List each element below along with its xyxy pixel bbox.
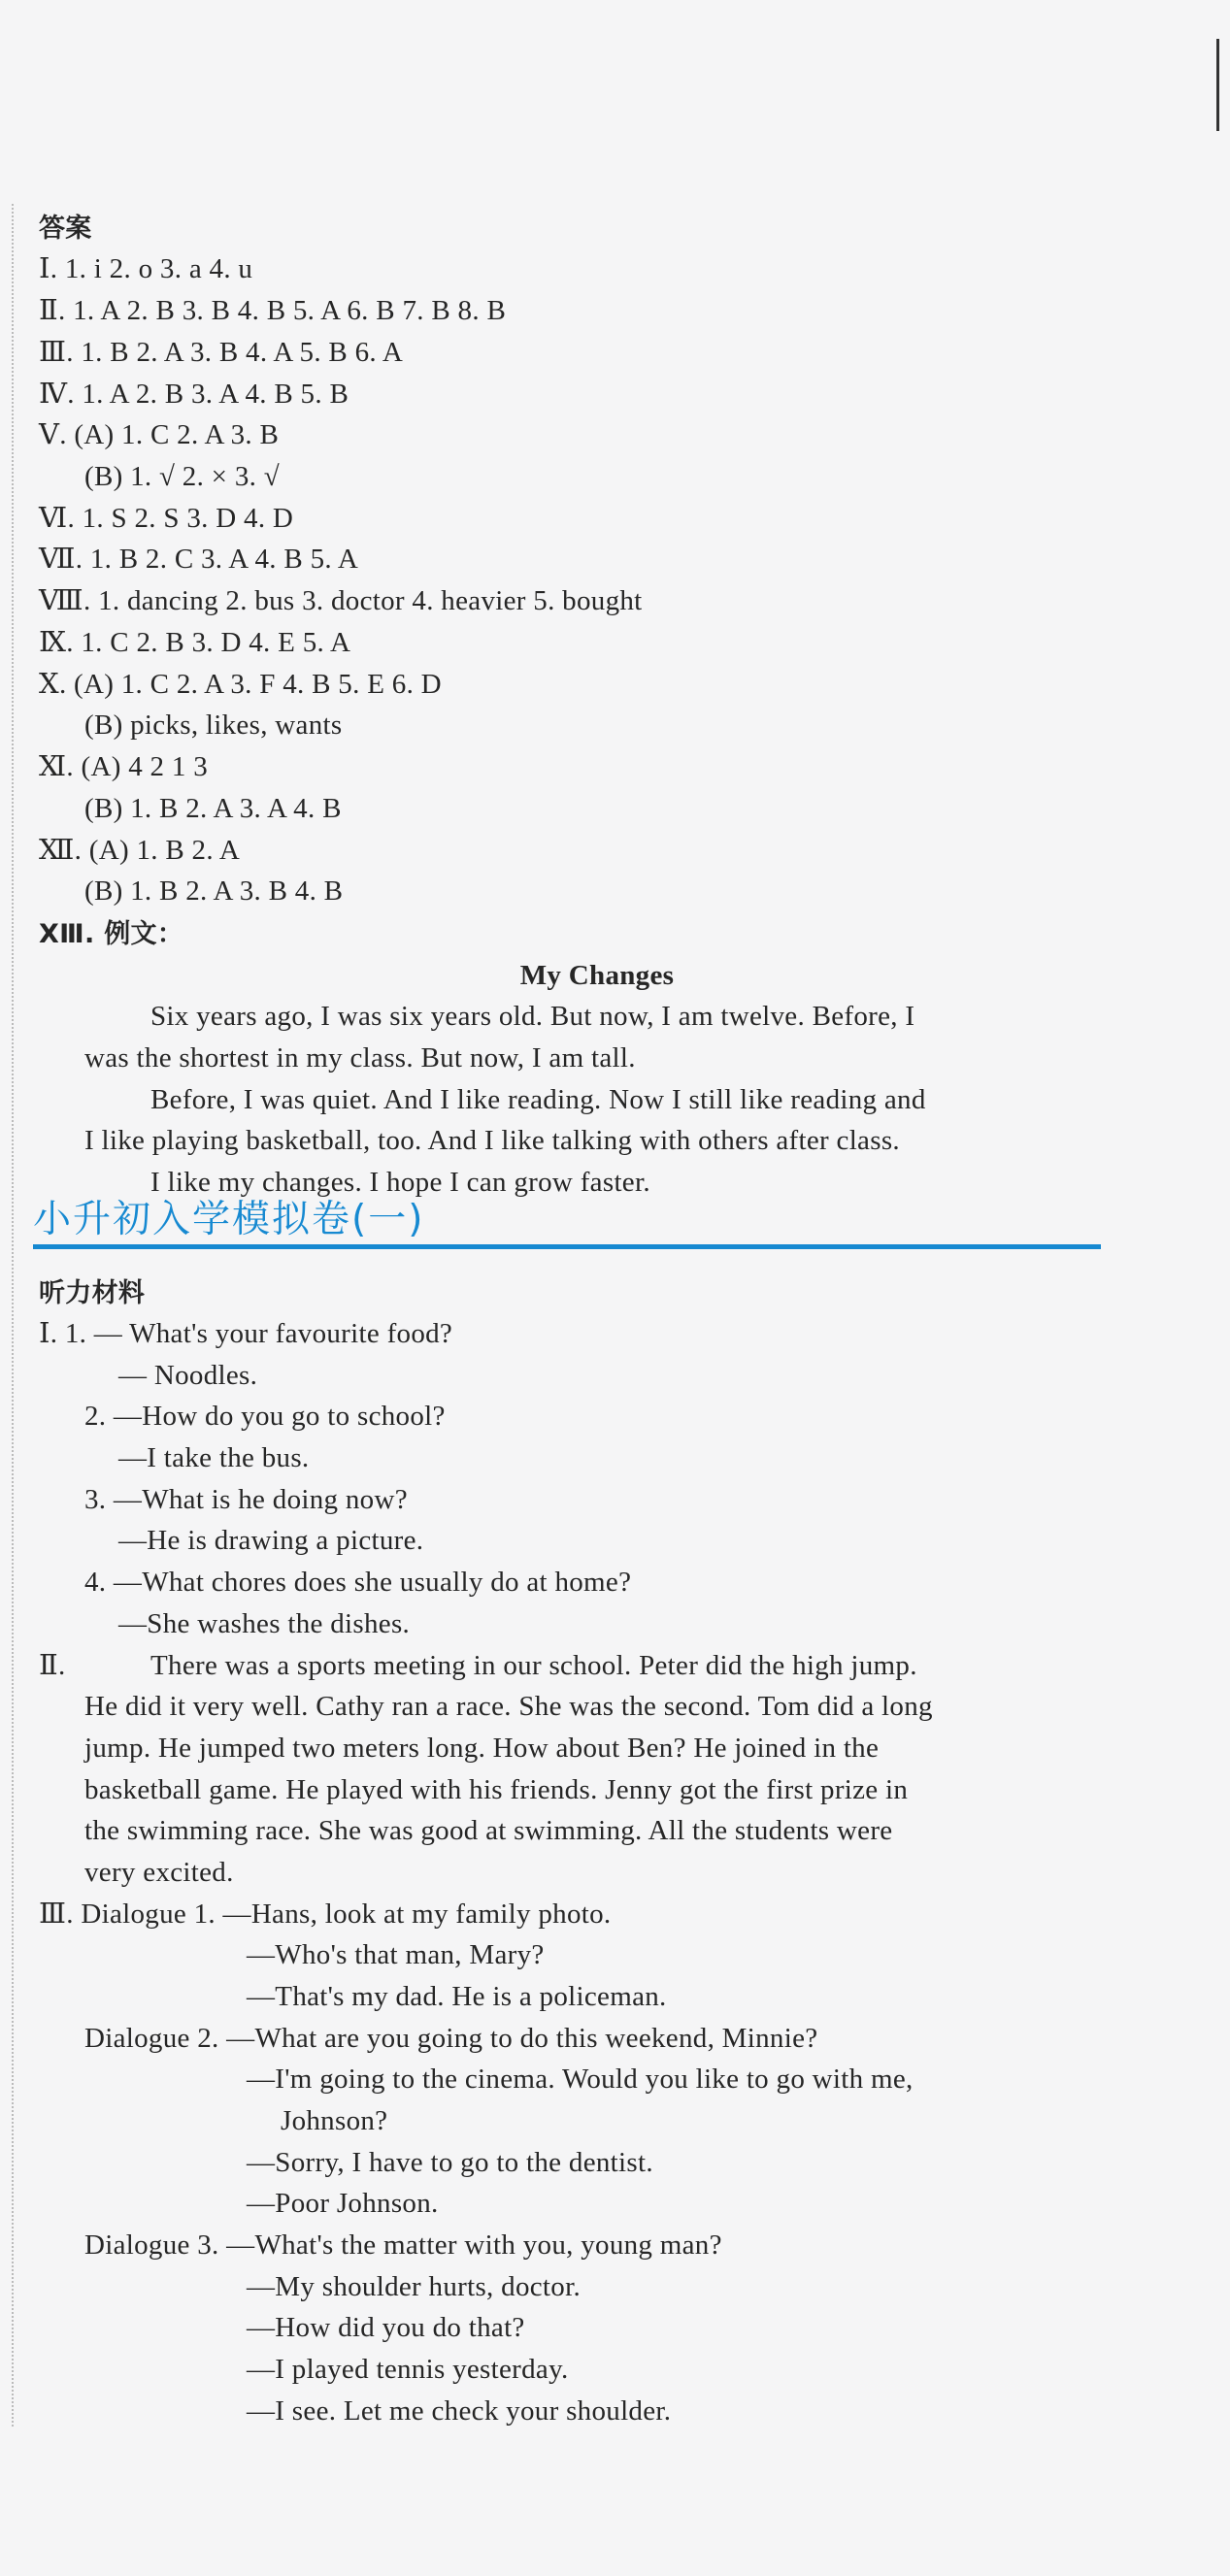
passage-line: There was a sports meeting in our school. Peter did the high jump. bbox=[150, 1650, 917, 1681]
passage-line: the swimming race. She was good at swimming. All the students were bbox=[84, 1815, 893, 1846]
listening-line: —He is drawing a picture. bbox=[118, 1525, 424, 1556]
answer-line: Ⅳ. 1. A 2. B 3. A 4. B 5. B bbox=[39, 379, 349, 410]
answer-line: Ⅷ. 1. dancing 2. bus 3. doctor 4. heavier 5. bought bbox=[39, 585, 643, 616]
dialogue-line: —That's my dad. He is a policeman. bbox=[247, 1981, 667, 2012]
essay-line: Before, I was quiet. And I like reading. Now I still like reading and bbox=[150, 1084, 926, 1115]
listening-line: Ⅰ. 1. — What's your favourite food? bbox=[39, 1318, 453, 1349]
answer-line: (B) 1. √ 2. × 3. √ bbox=[84, 461, 280, 492]
part2-label: Ⅱ. bbox=[39, 1650, 66, 1681]
dialogue-line: —Poor Johnson. bbox=[247, 2188, 439, 2219]
dialogue-line: —My shoulder hurts, doctor. bbox=[247, 2271, 581, 2302]
answer-line: Ⅺ. (A) 4 2 1 3 bbox=[39, 751, 209, 782]
dialogue-line: Johnson? bbox=[281, 2105, 388, 2136]
dialogue-line: —Who's that man, Mary? bbox=[247, 1939, 545, 1970]
listening-line: 4. —What chores does she usually do at home? bbox=[84, 1567, 632, 1598]
listening-line: — Noodles. bbox=[118, 1360, 258, 1391]
answer-line: Ⅶ. 1. B 2. C 3. A 4. B 5. A bbox=[39, 544, 359, 575]
dialogue-line: —I played tennis yesterday. bbox=[247, 2354, 569, 2385]
answer-line: (B) picks, likes, wants bbox=[84, 710, 343, 741]
dialogue-line: Dialogue 3. —What's the matter with you, young man? bbox=[84, 2229, 722, 2261]
listening-line: 2. —How do you go to school? bbox=[84, 1401, 446, 1432]
passage-line: He did it very well. Cathy ran a race. She was the second. Tom did a long bbox=[84, 1691, 933, 1722]
essay-label: ⅩⅢ. 例文： bbox=[39, 919, 184, 949]
answer-line: (B) 1. B 2. A 3. B 4. B bbox=[84, 875, 344, 907]
passage-line: very excited. bbox=[84, 1857, 234, 1888]
essay-line: I like playing basketball, too. And I like talking with others after class. bbox=[84, 1125, 900, 1156]
listening-heading: 听力材料 bbox=[39, 1278, 146, 1308]
binding-dotted-line bbox=[12, 204, 14, 2427]
dialogue-line: —I see. Let me check your shoulder. bbox=[247, 2395, 672, 2427]
dialogue-line: —How did you do that? bbox=[247, 2312, 525, 2343]
section-title: 小升初入学模拟卷(一) bbox=[33, 1198, 425, 1241]
listening-line: 3. —What is he doing now? bbox=[84, 1484, 408, 1515]
essay-line: Six years ago, I was six years old. But now, I am twelve. Before, I bbox=[150, 1001, 915, 1032]
dialogue-line: —Sorry, I have to go to the dentist. bbox=[247, 2147, 653, 2178]
essay-line: was the shortest in my class. But now, I am tall. bbox=[84, 1042, 636, 1073]
answer-line: Ⅱ. 1. A 2. B 3. B 4. B 5. A 6. B 7. B 8. B bbox=[39, 295, 507, 326]
answer-line: Ⅸ. 1. C 2. B 3. D 4. E 5. A bbox=[39, 627, 351, 658]
listening-line: —She washes the dishes. bbox=[118, 1608, 411, 1639]
page-edge-line bbox=[1216, 39, 1219, 131]
answer-line: Ⅰ. 1. i 2. o 3. a 4. u bbox=[39, 253, 253, 284]
dialogue-line: —I'm going to the cinema. Would you like to go with me, bbox=[247, 2064, 914, 2095]
answer-line: Ⅹ. (A) 1. C 2. A 3. F 4. B 5. E 6. D bbox=[39, 669, 442, 700]
dialogue-line: Dialogue 2. —What are you going to do this weekend, Minnie? bbox=[84, 2023, 818, 2054]
answer-line: (B) 1. B 2. A 3. A 4. B bbox=[84, 793, 342, 824]
answers-heading: 答案 bbox=[39, 214, 92, 244]
essay-line: I like my changes. I hope I can grow faster. bbox=[150, 1167, 650, 1198]
listening-line: —I take the bus. bbox=[118, 1442, 310, 1473]
section-title-rule bbox=[33, 1244, 1101, 1249]
answer-line: Ⅻ. (A) 1. B 2. A bbox=[39, 835, 241, 866]
passage-line: jump. He jumped two meters long. How about Ben? He joined in the bbox=[84, 1733, 880, 1764]
passage-line: basketball game. He played with his friends. Jenny got the first prize in bbox=[84, 1774, 909, 1805]
essay-title: My Changes bbox=[519, 960, 675, 991]
answer-line: Ⅴ. (A) 1. C 2. A 3. B bbox=[39, 419, 280, 450]
dialogue-line: Ⅲ. Dialogue 1. —Hans, look at my family photo. bbox=[39, 1899, 612, 1930]
answer-line: Ⅵ. 1. S 2. S 3. D 4. D bbox=[39, 503, 294, 534]
answer-line: Ⅲ. 1. B 2. A 3. B 4. A 5. B 6. A bbox=[39, 337, 404, 368]
